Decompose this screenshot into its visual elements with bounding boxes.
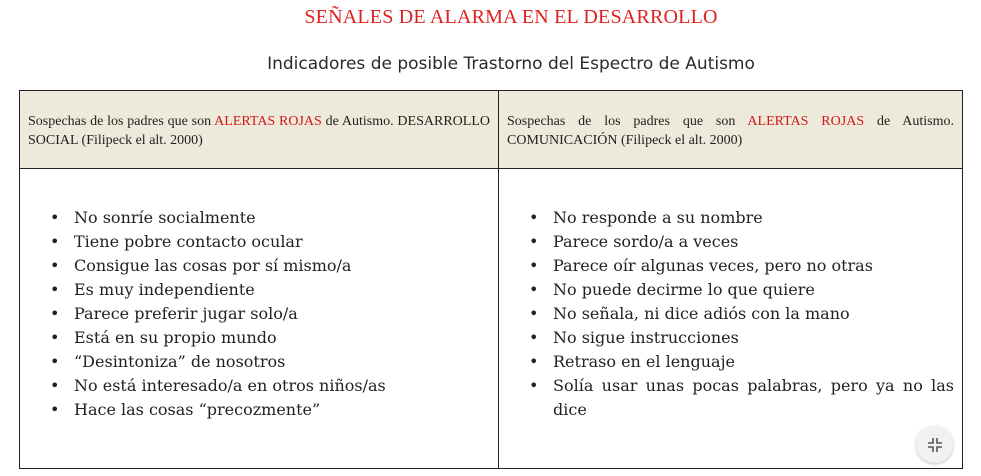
social-signs-list — [20, 206, 498, 422]
list-item: • Retraso en el lenguaje — [529, 350, 954, 374]
list-item: • Está en su propio mundo — [50, 326, 490, 350]
communication-signs-list — [499, 206, 962, 422]
header-communication-highlight: ALERTAS ROJAS — [747, 114, 865, 129]
header-social-highlight: ALERTAS ROJAS — [214, 114, 322, 129]
alert-table — [19, 90, 963, 469]
header-cell-communication — [499, 91, 963, 169]
list-item: • No sonríe socialmente — [50, 206, 490, 230]
table-body-row — [20, 169, 963, 469]
body-cell-communication — [499, 169, 963, 469]
list-item: • No sigue instrucciones — [529, 326, 954, 350]
list-item: • Parece sordo/a a veces — [529, 230, 954, 254]
collapse-icon — [927, 437, 943, 453]
list-item: • Es muy independiente — [50, 278, 490, 302]
list-item: • Parece preferir jugar solo/a — [50, 302, 490, 326]
list-item: • “Desintoniza” de nosotros — [50, 350, 490, 374]
list-item: • Tiene pobre contacto ocular — [50, 230, 490, 254]
list-item: • Parece oír algunas veces, pero no otras — [529, 254, 954, 278]
list-item: • No responde a su nombre — [529, 206, 954, 230]
list-item: • Hace las cosas “precozmente” — [50, 398, 490, 422]
header-social-text-2: de Autismo. DESARROLLO SOCIAL (Filipeck el alt. 2000) — [28, 114, 490, 148]
list-item: • No señala, ni dice adiós con la mano — [529, 302, 954, 326]
table-header-row — [20, 91, 963, 169]
header-communication-text-1: Sospechas de los padres que son — [507, 114, 748, 129]
list-item: • No puede decirme lo que quiere — [529, 278, 954, 302]
list-item: • No está interesado/a en otros niños/as — [50, 374, 490, 398]
list-item: • Consigue las cosas por sí mismo/a — [50, 254, 490, 278]
header-communication-text-2: de Autismo. COMUNICACIÓN (Filipeck el alt. 2000) — [507, 114, 954, 148]
header-social-text-1: Sospechas de los padres que son — [28, 114, 215, 129]
page-title: SEÑALES DE ALARMA EN EL DESARROLLO — [304, 6, 718, 28]
header-cell-social — [20, 91, 499, 169]
collapse-button[interactable] — [916, 426, 953, 463]
body-cell-social — [20, 169, 499, 469]
list-item: • Solía usar unas pocas palabras, pero ya no las dice — [529, 374, 954, 422]
page-subtitle: Indicadores de posible Trastorno del Espectro de Autismo — [267, 54, 755, 74]
